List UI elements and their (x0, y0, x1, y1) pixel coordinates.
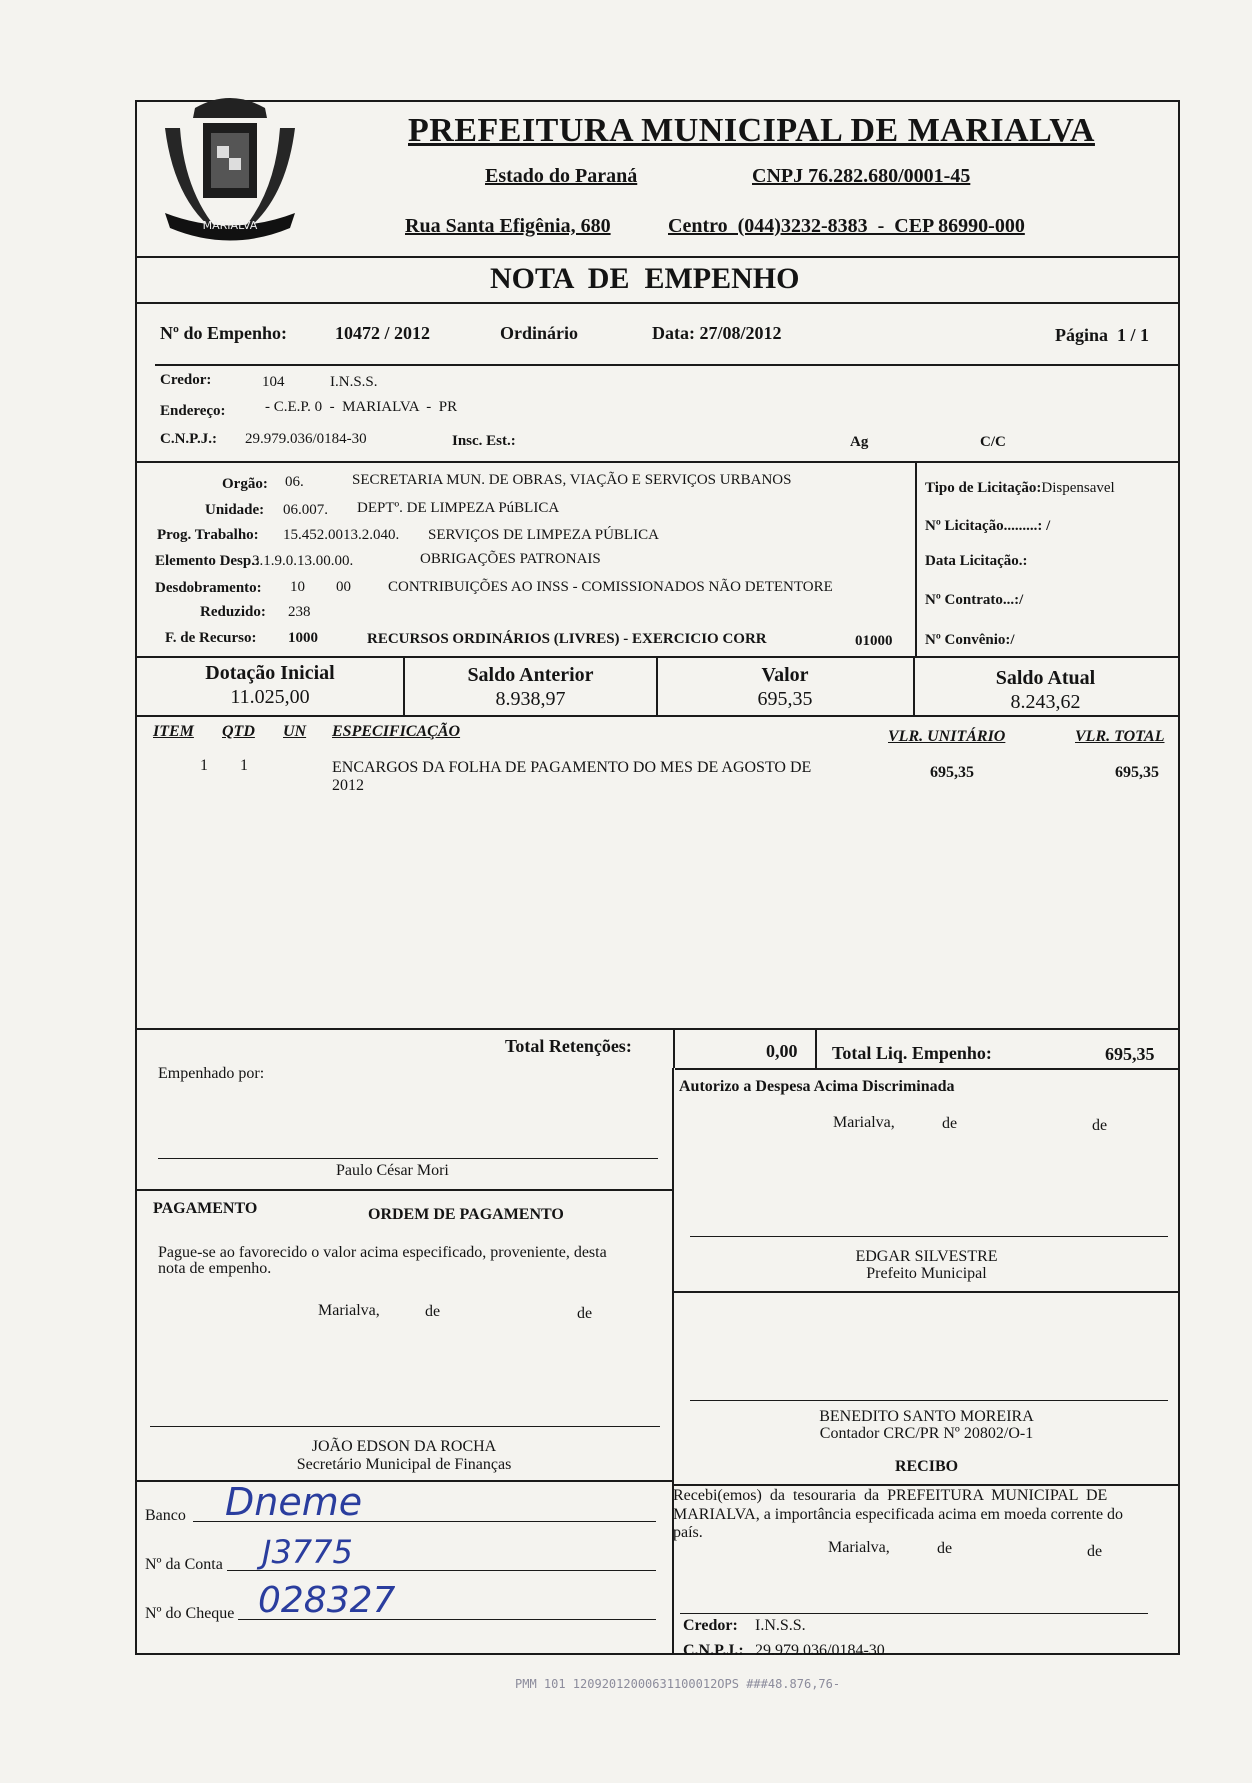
desdobramento-value-2: 00 (336, 579, 351, 595)
mayor-role: Prefeito Municipal (866, 1265, 987, 1282)
document-title: NOTA DE EMPENHO (490, 262, 800, 295)
prog-value: 15.452.0013.2.040. (283, 527, 400, 543)
valor-label: Valor (761, 664, 809, 686)
row-spec: ENCARGOS DA FOLHA DE PAGAMENTO DO MES DE AGOSTO DE (332, 759, 812, 776)
empenhado-label: Empenhado por: (158, 1065, 265, 1082)
saldo-anterior-value: 8.938,97 (495, 688, 566, 710)
pagamento-place: Marialva, (318, 1302, 380, 1319)
contrato-number: Nº Contrato...:/ (925, 592, 1024, 608)
cc-label: C/C (980, 434, 1006, 450)
unidade-label: Unidade: (205, 502, 265, 518)
page-title: PREFEITURA MUNICIPAL DE MARIALVA (408, 112, 1095, 149)
secretary-role: Secretário Municipal de Finanças (296, 1456, 512, 1473)
ordem-label: ORDEM DE PAGAMENTO (368, 1206, 564, 1223)
banco-handwritten: Dneme (225, 1480, 363, 1524)
row-item: 1 (200, 757, 208, 774)
liq-label: Total Liq. Empenho: (832, 1043, 992, 1063)
prog-label: Prog. Trabalho: (157, 527, 259, 543)
recibo-text-3: país. (673, 1524, 703, 1541)
licitacao-date: Data Licitação.: (925, 553, 1028, 569)
licitacao-number: Nº Licitação.........: / (925, 518, 1051, 534)
credor-cnpj: 29.979.036/0184-30 (245, 431, 367, 447)
autorizo-label: Autorizo a Despesa Acima Discriminada (679, 1078, 955, 1095)
pagamento-text-2: nota de empenho. (158, 1260, 272, 1277)
banco-label: Banco (145, 1507, 186, 1524)
fonte-label: F. de Recurso: (165, 630, 257, 646)
row-unit-price: 695,35 (930, 764, 974, 781)
row-spec-2: 2012 (332, 777, 364, 794)
autorizo-place: Marialva, (833, 1114, 895, 1131)
empenho-type: Ordinário (500, 323, 579, 343)
state-label: Estado do Paraná (485, 165, 638, 187)
cheque-handwritten: 028327 (258, 1580, 396, 1621)
saldo-anterior-label: Saldo Anterior (467, 664, 594, 686)
recibo-credor-label: Credor: (683, 1617, 738, 1634)
accountant-role: Contador CRC/PR Nº 20802/O-1 (819, 1425, 1034, 1442)
tipo-licitacao-label: Tipo de Licitação:Dispensavel (925, 480, 1115, 496)
recibo-credor: I.N.S.S. (755, 1617, 806, 1634)
credor-label: Credor: (160, 372, 212, 388)
svg-text:MARIALVA: MARIALVA (202, 219, 258, 232)
col-vlr-unit: VLR. UNITÁRIO (888, 728, 1006, 745)
conta-label: Nº da Conta (145, 1556, 223, 1573)
valor-value: 695,35 (757, 688, 813, 710)
orgao-label: Orgão: (222, 476, 268, 492)
pagamento-text-1: Pague-se ao favorecido o valor acima especificado, proveniente, desta (158, 1244, 607, 1261)
orgao-value: 06. (285, 474, 304, 490)
liq-value: 695,35 (1105, 1044, 1155, 1064)
desdobramento-value: 10 (290, 579, 305, 595)
unidade-desc: DEPTº. DE LIMPEZA PúBLICA (357, 500, 560, 516)
recibo-de-2: de (1087, 1543, 1103, 1560)
empenho-num-label: Nº do Empenho: (160, 323, 287, 343)
dotacao-label: Dotação Inicial (205, 662, 335, 684)
autorizo-de-2: de (1092, 1117, 1108, 1134)
ag-label: Ag (850, 434, 869, 450)
page-number: Página 1 / 1 (1055, 325, 1150, 345)
accountant-name: BENEDITO SANTO MOREIRA (819, 1408, 1034, 1425)
address-street: Rua Santa Efigênia, 680 (405, 215, 611, 237)
col-qtd: QTD (222, 723, 255, 740)
prog-desc: SERVIÇOS DE LIMPEZA PÚBLICA (428, 527, 659, 543)
empenhado-name: Paulo César Mori (336, 1162, 449, 1179)
recibo-text-2: MARIALVA, a importância especificada acima em moeda corrente do (673, 1506, 1124, 1523)
footer-code: PMM 101 12092012000631100012OPS ###48.876,76- (515, 1677, 841, 1691)
insc-label: Insc. Est.: (452, 433, 516, 449)
desdobramento-desc: CONTRIBUIÇÕES AO INSS - COMISSIONADOS NÃO DETENTORE (388, 579, 833, 595)
recibo-cnpj-label: C.N.P.J.: (683, 1642, 744, 1659)
cheque-label: Nº do Cheque (145, 1605, 235, 1622)
empenho-date: Data: 27/08/2012 (652, 323, 782, 343)
address-rest: Centro (044)3232-8383 - CEP 86990-000 (668, 215, 1025, 237)
col-item: ITEM (153, 723, 194, 740)
saldo-atual-label: Saldo Atual (995, 667, 1096, 689)
reduzido-label: Reduzido: (200, 604, 266, 620)
unidade-value: 06.007. (283, 502, 328, 518)
mayor-name: EDGAR SILVESTRE (855, 1248, 998, 1265)
col-un: UN (283, 723, 307, 740)
orgao-desc: SECRETARIA MUN. DE OBRAS, VIAÇÃO E SERVIÇOS URBANOS (352, 472, 792, 488)
cnpj-credor-label: C.N.P.J.: (160, 431, 217, 447)
pagamento-de-2: de (577, 1305, 593, 1322)
ret-value: 0,00 (766, 1041, 798, 1061)
credor-address: - C.E.P. 0 - MARIALVA - PR (265, 399, 458, 415)
pagamento-label: PAGAMENTO (153, 1200, 258, 1217)
elemento-desc: OBRIGAÇÕES PATRONAIS (420, 551, 601, 567)
address-label: Endereço: (160, 403, 226, 419)
conta-handwritten: J3775 (262, 1533, 353, 1571)
recibo-title: RECIBO (894, 1458, 959, 1475)
fonte-code: 01000 (855, 633, 893, 649)
col-vlr-total: VLR. TOTAL (1075, 728, 1165, 745)
fonte-desc: RECURSOS ORDINÁRIOS (LIVRES) - EXERCICIO CORR (367, 631, 767, 647)
municipal-crest (155, 88, 305, 258)
reduzido-value: 238 (288, 604, 311, 620)
row-total: 695,35 (1115, 764, 1159, 781)
elemento-value: 3.1.9.0.13.00.00. (252, 553, 354, 569)
recibo-place: Marialva, (828, 1539, 890, 1556)
convenio-number: Nº Convênio:/ (925, 632, 1015, 648)
empenho-num: 10472 / 2012 (335, 323, 431, 343)
row-qtd: 1 (240, 757, 248, 774)
elemento-label: Elemento Desp.: (155, 553, 260, 569)
recibo-de-1: de (937, 1540, 953, 1557)
pagamento-de-1: de (425, 1303, 441, 1320)
ret-label: Total Retenções: (505, 1036, 632, 1056)
cnpj-label: CNPJ 76.282.680/0001-45 (752, 165, 971, 187)
dotacao-value: 11.025,00 (230, 686, 310, 708)
fonte-value: 1000 (288, 630, 318, 646)
credor-code: 104 (262, 374, 285, 390)
recibo-text-1: Recebi(emos) da tesouraria da PREFEITURA MUNICIPAL DE (673, 1487, 1108, 1504)
saldo-atual-value: 8.243,62 (1010, 691, 1081, 713)
desdobramento-label: Desdobramento: (155, 580, 262, 596)
credor-name: I.N.S.S. (330, 374, 378, 390)
recibo-cnpj: 29.979.036/0184-30 (755, 1642, 885, 1659)
autorizo-de-1: de (942, 1115, 958, 1132)
col-spec: ESPECIFICAÇÃO (332, 723, 461, 740)
secretary-name: JOÃO EDSON DA ROCHA (311, 1438, 497, 1455)
